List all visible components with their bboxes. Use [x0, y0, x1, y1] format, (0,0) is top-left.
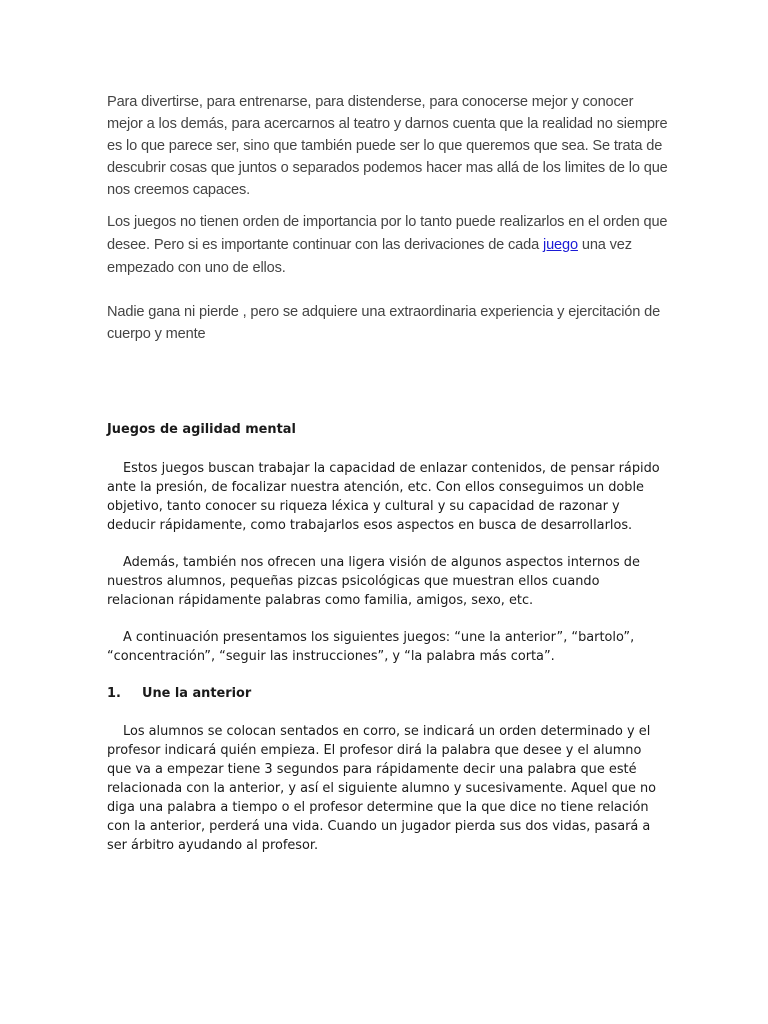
list-item-number: 1.	[107, 686, 121, 701]
intro-section	[107, 91, 672, 345]
section-paragraph-3	[107, 628, 667, 666]
intro-paragraph-2-text-before: Los juegos no tienen orden de importancia por lo tanto puede realizarlos en el orden que desee. Pero si es importante continuar con las derivaciones de cada	[107, 214, 668, 253]
intro-paragraph-3: Nadie gana ni pierde , pero se adquiere una extraordinaria experiencia y ejercitación de cuerpo y mente	[107, 304, 661, 342]
section-paragraph-2	[107, 553, 667, 610]
list-item-heading	[107, 684, 667, 703]
list-item-paragraph-text: Los alumnos se colocan sentados en corro, se indicará un orden determinado y el profesor indicará quién empieza. El profesor dirá la palabra que desee y el alumno que va a empezar tiene 3 segundos para rápidamente decir una palabra que esté relacionada con la anterior, y así el siguiente alumno y sucesivamente. Aquel que no diga una palabra a tiempo o el profesor determine que la que dice no tiene relación con la anterior, perderá una vida. Cuando un jugador pierda sus dos vidas, pasará a ser árbitro ayudando al profesor.	[107, 724, 657, 853]
list-item-paragraph	[107, 722, 667, 855]
section-heading: Juegos de agilidad mental	[107, 422, 296, 437]
intro-paragraph-2-text-after: una vez empezado con uno de ellos.	[107, 237, 632, 276]
intro-paragraph-2	[107, 211, 672, 280]
section-paragraph-1-text: Estos juegos buscan trabajar la capacidad de enlazar contenidos, de pensar rápido ante la presión, de focalizar nuestra atención, etc. Con ellos conseguimos un doble objetivo, tanto conocer su riqueza léxica y cultural y su capacidad de razonar y deducir rápidamente, como trabajarlos esos aspectos en busca de desarrollarlos.	[107, 461, 660, 533]
main-section	[107, 419, 667, 873]
juego-link[interactable]: juego	[542, 237, 578, 253]
intro-paragraph-1: Para divertirse, para entrenarse, para distenderse, para conocerse mejor y conocer mejor a los demás, para acercarnos al teatro y darnos cuenta que la realidad no siempre es lo que parece ser, sino que también puede ser lo que queremos que sea. Se trata de descubrir cosas que juntos o separados podemos hacer mas allá de los limites de lo que nos creemos capaces.	[107, 94, 668, 198]
list-item-title: Une la anterior	[142, 686, 252, 701]
section-paragraph-2-text: Además, también nos ofrecen una ligera visión de algunos aspectos internos de nuestros alumnos, pequeñas pizcas psicológicas que muestran ellos cuando relacionan rápidamente palabras como familia, amigos, sexo, etc.	[107, 555, 640, 608]
section-paragraph-1	[107, 459, 667, 535]
section-paragraph-3-text: A continuación presentamos los siguientes juegos: “une la anterior”, “bartolo”, “concentración”, “seguir las instrucciones”, y “la palabra más corta”.	[107, 630, 635, 664]
